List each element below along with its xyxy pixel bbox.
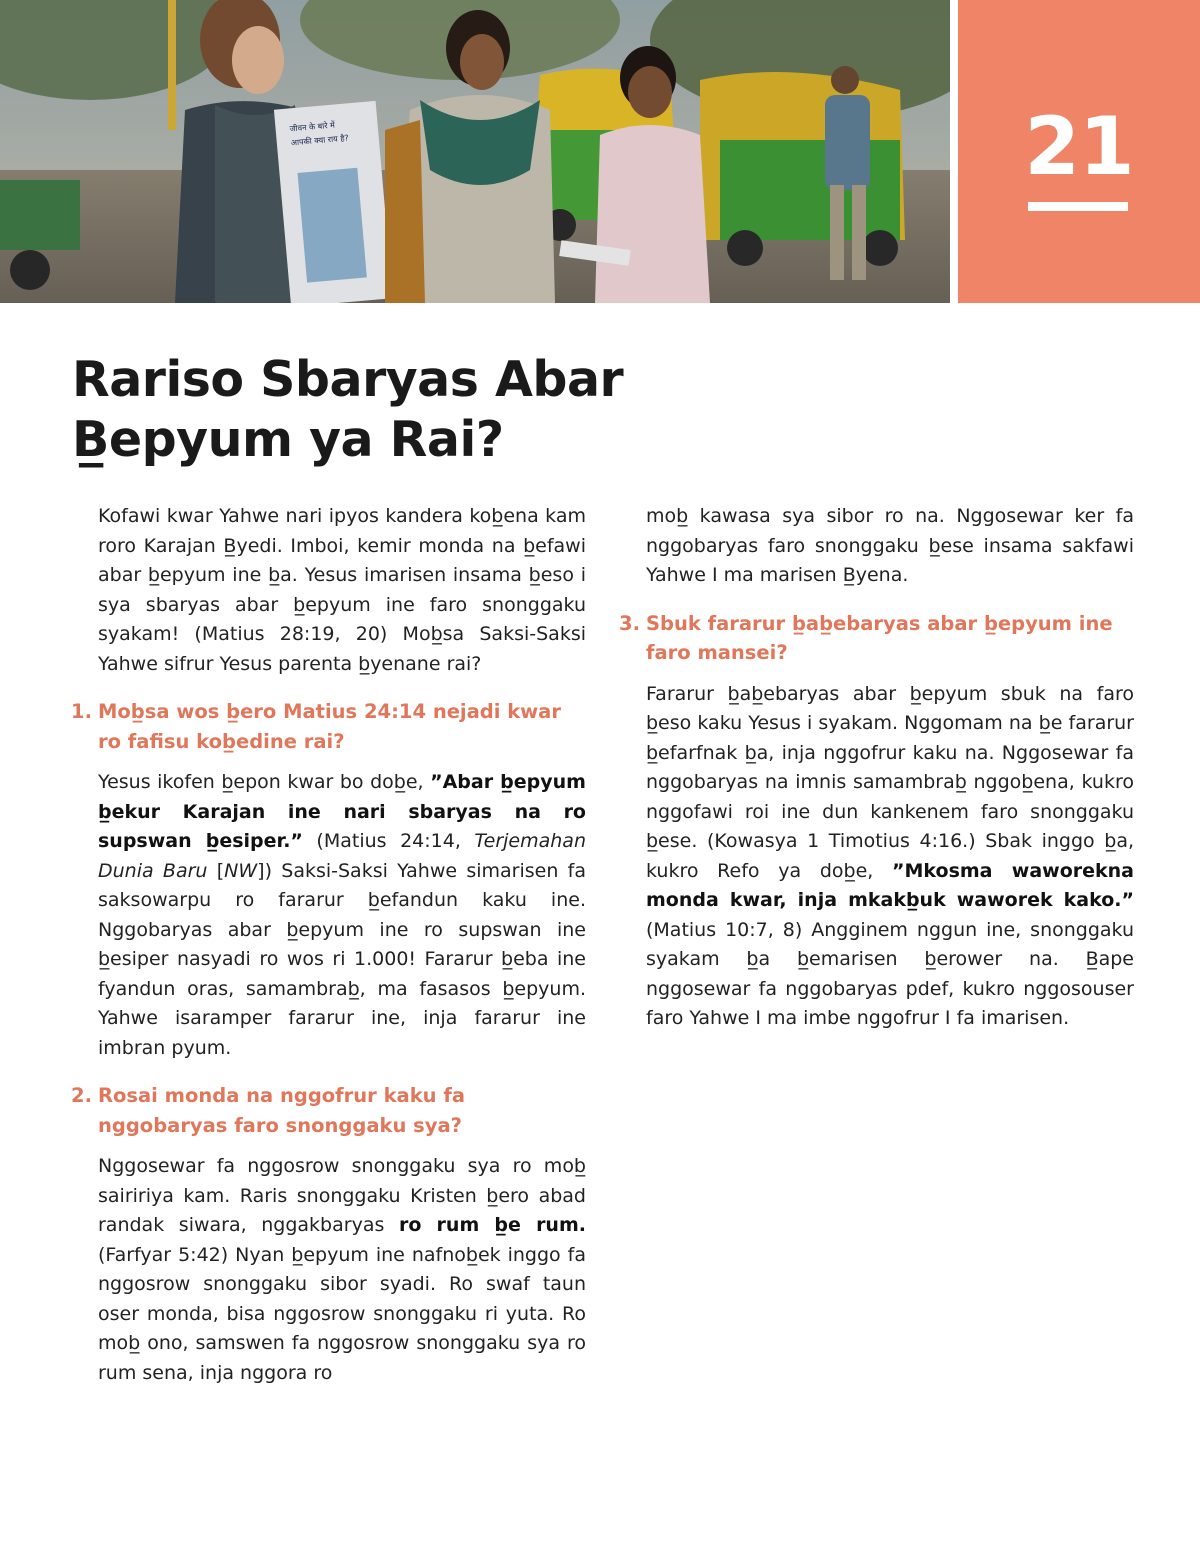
answer-1-text-b: (Matius 24:14, (302, 830, 475, 852)
answer-1-italic-abbrev: NW (224, 859, 258, 882)
answer-1-bold-quote: ”Abar b̲epyum b̲ekur Karajan ine nari sbaryas na ro supswan b̲esiper.” (98, 771, 586, 852)
answer-1-italic-bible-title: Terjemahan Dunia Baru (98, 830, 586, 882)
sign-text-line-1: जीवन के बारे में (289, 120, 336, 134)
chapter-number: 21 (1024, 100, 1134, 193)
chapter-number-block (958, 0, 1200, 303)
sign-text-line-2: आपकी क्या राय है? (290, 133, 350, 148)
question-2 (71, 1081, 586, 1140)
page-title (72, 350, 692, 470)
question-2-text: Rosai monda na nggofrur kaku fa nggobaryas faro snonggaku sya? (98, 1084, 465, 1137)
question-1-number: 1. (71, 700, 92, 723)
answer-1-text-d: ]) Saksi-Saksi Yahwe simarisen fa saksowarpu ro fararur b̲efandun kaku ine. Nggobaryas abar b̲epyum ine ro supswan ine b̲esiper nasyadi ro wos ri 1.000! Fararur b̲eba ine fyandun oras, samambrab̲, ma fasasos b̲epyum. Yahwe isaramper fararur ine, inja fararur ine imbran pyum. (98, 859, 586, 1059)
question-3-number: 3. (619, 611, 640, 635)
intro-paragraph: Kofawi kwar Yahwe nari ipyos kandera kob̲ena kam roro Karajan B̲yedi. Imboi, kemir monda na b̲efawi abar b̲epyum ine b̲a. Yesus imarisen insama b̲eso i sya sbaryas abar b̲epyum ine faro snonggaku syakam! (Matius 28:19, 20) Mob̲sa Saksi-Saksi Yahwe sifrur Yesus parenta b̲yenane rai? (98, 505, 586, 675)
answer-2-paragraph (98, 1152, 586, 1388)
answer-3-text-a: Fararur b̲ab̲ebaryas abar b̲epyum sbuk na faro b̲eso kaku Yesus i syakam. Nggomam na b̲e fararur b̲efarfnak b̲a, inja nggofrur kaku na. Nggosewar fa nggobaryas na imnis samambrab̲ nggob̲ena, kukro nggofawi roi ine dun kankenem faro snonggaku b̲ese. (Kowasya 1 Timotius 4:16.) Sbak inggo b̲a, kukro Refo ya dob̲e, (646, 682, 1134, 882)
answer-2-continued-paragraph: mob̲ kawasa sya sibor ro na. Nggosewar ker fa nggobaryas faro snonggaku b̲ese insama sakfawi Yahwe I ma marisen B̲yena. (646, 505, 1134, 586)
question-2-number: 2. (71, 1084, 92, 1107)
answer-3-text-b: (Matius 10:7, 8) Angginem nggun ine, snonggaku syakam b̲a b̲emarisen b̲erower na. B̲ape nggosewar fa nggobaryas pdef, kukro nggosouser faro Yahwe I ma imbe nggofrur I fa imarisen. (646, 918, 1134, 1029)
header-photo (0, 0, 950, 303)
left-column (71, 502, 586, 1388)
answer-3-bold-quote: ”Mkosma waworekna monda kwar, inja mkakb̲uk waworek kako.” (646, 859, 1134, 911)
question-1 (71, 697, 586, 756)
answer-1-paragraph (98, 768, 586, 1063)
right-column (619, 502, 1134, 1034)
answer-1-text-a: Yesus ikofen b̲epon kwar bo dob̲e, (98, 771, 431, 793)
answer-1-text-c: [ (207, 859, 225, 882)
answer-2-bold-phrase: ro rum b̲e rum. (398, 1214, 586, 1236)
page-title-line-1: Rariso Sbaryas Abar (72, 351, 624, 408)
question-3-text: Sbuk fararur b̲ab̲ebaryas abar b̲epyum ine faro mansei? (646, 611, 1113, 664)
answer-2-text-a: Nggosewar fa nggosrow snonggaku sya ro mob̲ saiririya kam. Raris snonggaku Kristen b̲ero abad randak siwara, nggakbaryas (98, 1155, 586, 1236)
street-scene-illustration (0, 0, 950, 303)
question-1-text: Mob̲sa wos b̲ero Matius 24:14 nejadi kwar ro fafisu kob̲edine rai? (98, 700, 561, 753)
question-3 (619, 609, 1134, 668)
page-title-line-2: B̲epyum ya Rai? (72, 411, 504, 468)
chapter-number-underline (1028, 202, 1128, 211)
answer-3-paragraph (646, 680, 1134, 1034)
answer-2-text-b: (Farfyar 5:42) Nyan b̲epyum ine nafnob̲ek inggo fa nggosrow snonggaku sibor syadi. Ro swaf taun oser monda, bisa nggosrow snonggaku ri yuta. Ro mob̲ ono, samswen fa nggosrow snonggaku sya ro rum sena, inja nggora ro (98, 1243, 586, 1384)
